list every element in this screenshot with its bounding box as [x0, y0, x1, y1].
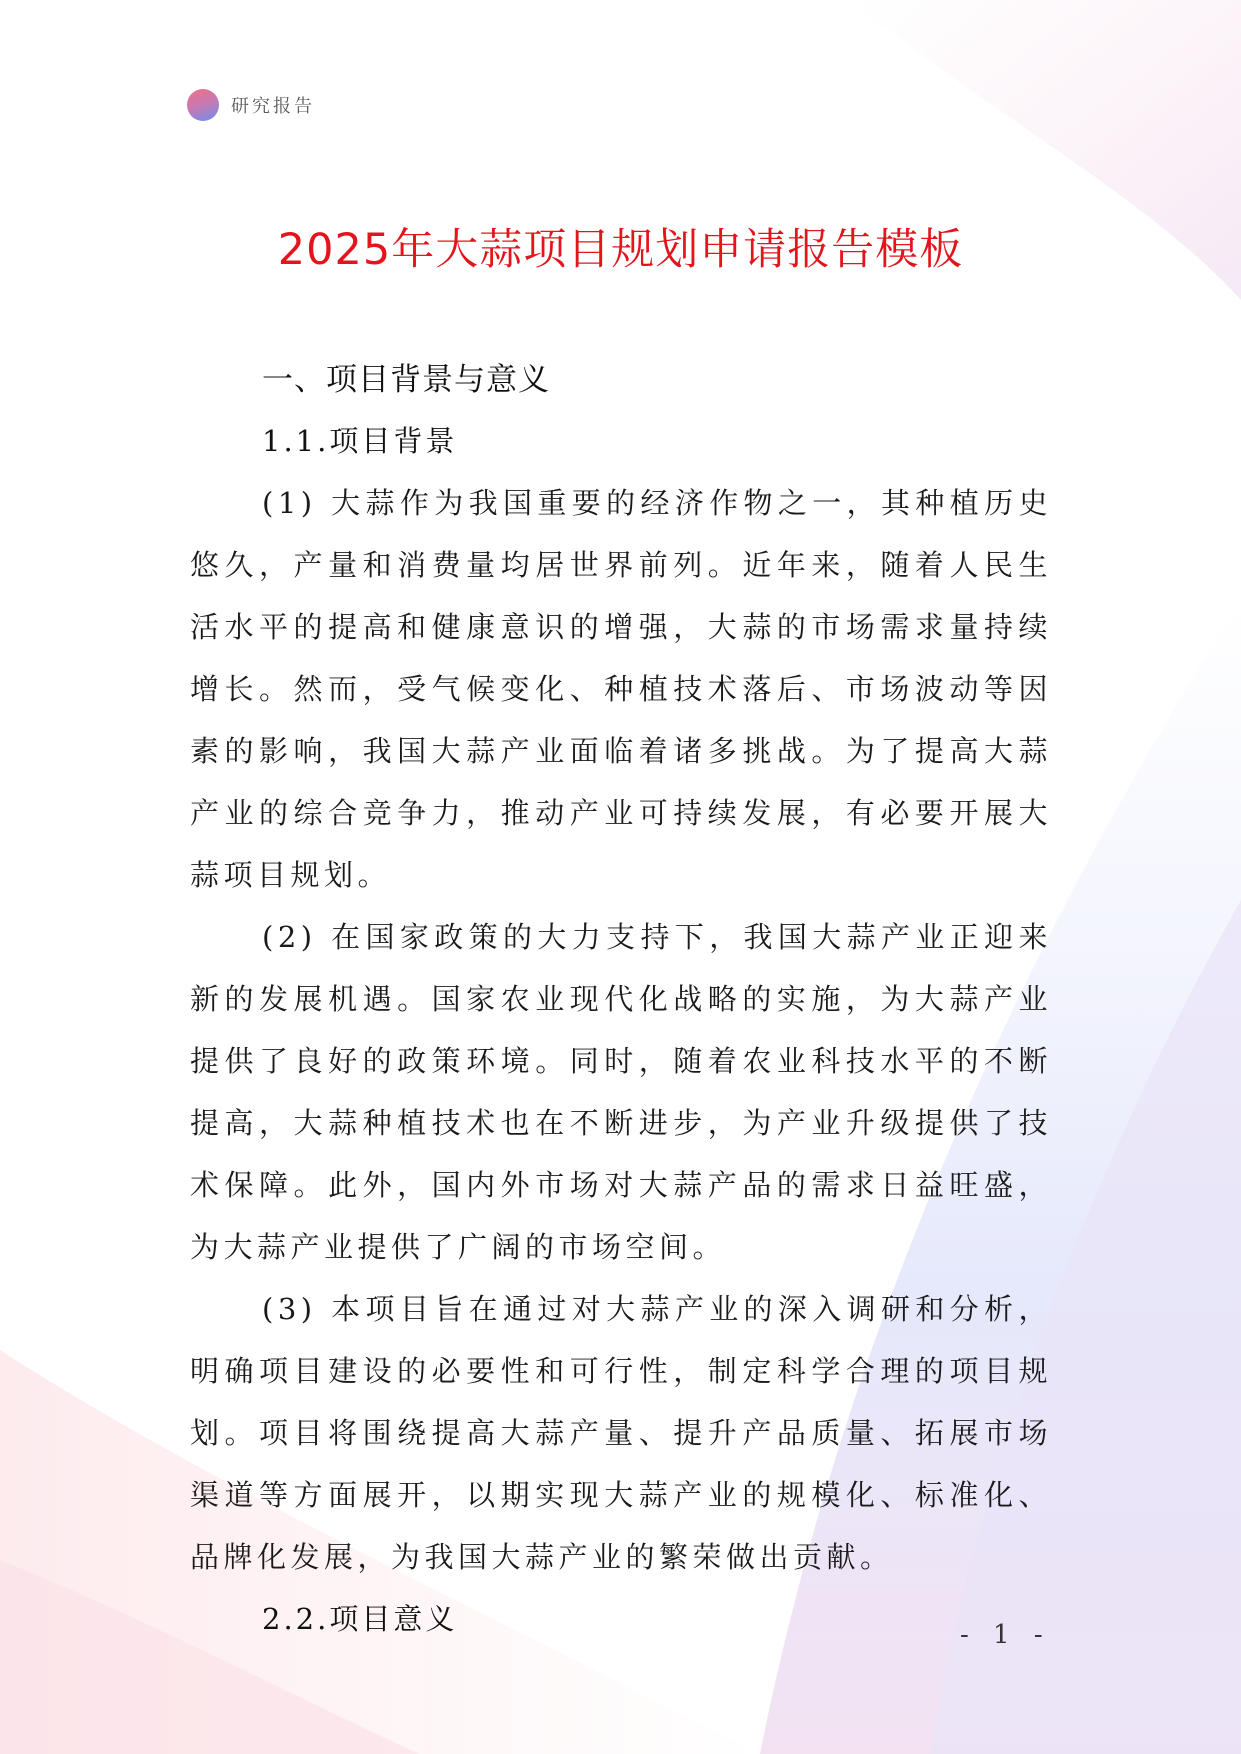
page-number: - 1 -	[960, 1620, 1051, 1650]
document-body	[190, 350, 1052, 1650]
paragraph-1: (1) 大蒜作为我国重要的经济作物之一，其种植历史悠久，产量和消费量均居世界前列。近年来，随着人民生活水平的提高和健康意识的增强，大蒜的市场需求量持续增长。然而，受气候变化、种植技术落后、市场波动等因素的影响，我国大蒜产业面临着诸多挑战。为了提高大蒜产业的综合竞争力，推动产业可持续发展，有必要开展大蒜项目规划。	[190, 486, 1052, 892]
paragraph-3: (3) 本项目旨在通过对大蒜产业的深入调研和分析，明确项目建设的必要性和可行性，制定科学合理的项目规划。项目将围绕提高大蒜产量、提升产品质量、拓展市场渠道等方面展开，以期实现大蒜产业的规模化、标准化、品牌化发展，为我国大蒜产业的繁荣做出贡献。	[190, 1292, 1052, 1574]
brand-logo-icon	[187, 89, 219, 121]
subsection-heading-significance: 2.2.项目意义	[262, 1602, 458, 1636]
paragraph-2: (2) 在国家政策的大力支持下，我国大蒜产业正迎来新的发展机遇。国家农业现代化战略的实施，为大蒜产业提供了良好的政策环境。同时，随着农业科技水平的不断提高，大蒜种植技术也在不断进步，为产业升级提供了技术保障。此外，国内外市场对大蒜产品的需求日益旺盛，为大蒜产业提供了广阔的市场空间。	[190, 920, 1052, 1264]
brand-label: 研究报告	[231, 96, 315, 117]
subsection-heading-background: 1.1.项目背景	[262, 424, 458, 458]
report-brand	[187, 88, 315, 122]
document-title: 2025年大蒜项目规划申请报告模板	[277, 225, 964, 275]
section-heading: 一、项目背景与意义	[262, 362, 550, 398]
